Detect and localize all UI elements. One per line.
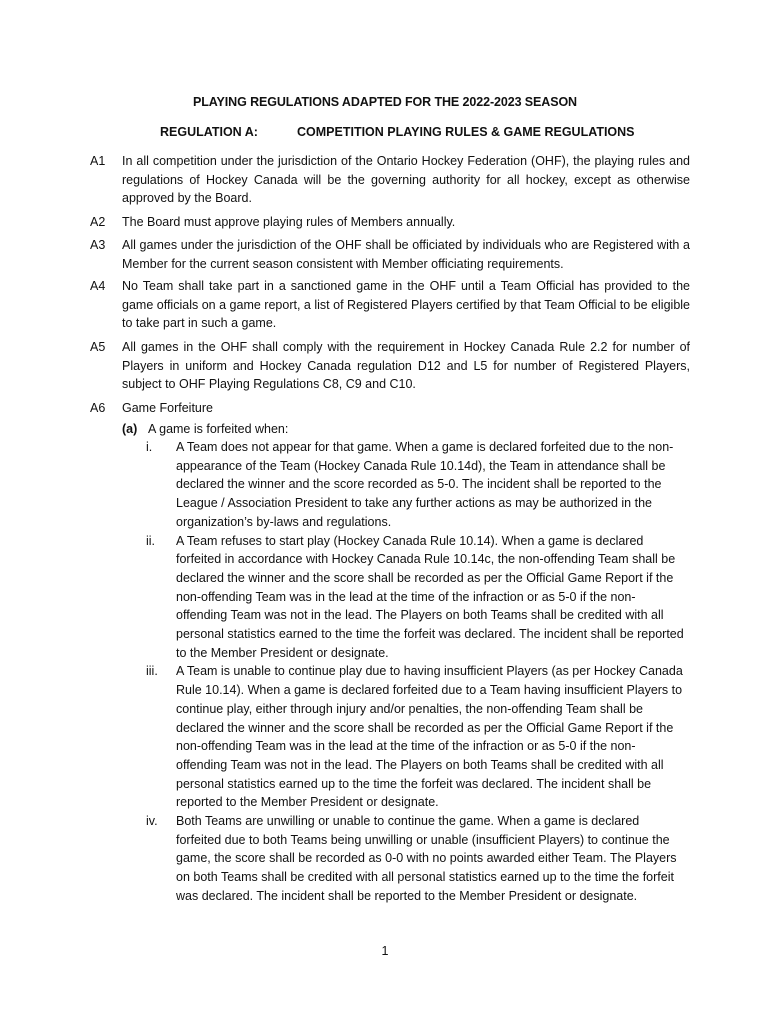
list-item (146, 532, 686, 663)
forfeit-conditions-list (146, 438, 686, 906)
regulation-heading (160, 125, 635, 139)
section-text: The Board must approve playing rules of Members annually. (122, 215, 456, 229)
list-item (146, 662, 686, 812)
section-text: Game Forfeiture (122, 401, 214, 415)
list-item-text: Both Teams are unwilling or unable to continue the game. When a game is declared forfeited due to both Teams being unwilling or unable (insufficient Players) to continue the game, the score shall be recorded as 0-0 with no points awarded either Team. The Players on both Teams shall be credited with all personal statistics earned up to the time the forfeit was declared. The incident shall be reported to the Member President or designate. (176, 814, 677, 903)
list-item (146, 438, 686, 532)
list-item-text: A Team does not appear for that game. When a game is declared forfeited due to the non-appearance of the Team (Hockey Canada Rule 10.14d), the Team in attendance shall be declared the winner and the score recorded as 5-0. The incident shall be reported to the League / Association President to take any further actions as may be authorized in the organization’s by-laws and regulations. (176, 440, 674, 529)
list-item (146, 812, 686, 906)
section-a3 (90, 236, 690, 273)
page-number: 1 (381, 944, 389, 958)
section-a4 (90, 277, 690, 333)
section-a5 (90, 338, 690, 394)
section-number: A4 (90, 279, 106, 293)
section-number: A5 (90, 340, 106, 354)
section-text: No Team shall take part in a sanctioned game in the OHF until a Team Official has provided to the game officials on a game report, a list of Registered Players certified by that Team Official to be eligible to take part in such a game. (122, 279, 690, 331)
regulation-label: REGULATION A: (160, 125, 258, 139)
section-number: A2 (90, 215, 106, 229)
list-item-marker: iv. (146, 814, 158, 829)
list-item-text: A Team is unable to continue play due to having insufficient Players (as per Hockey Canada Rule 10.14). When a game is declared forfeited due to a Team having insufficient Players to continue play, either through injury and/or penalties, the non-offending Team shall be declared the winner and the score shall be recorded as per the Official Game Report if the non-offending Team was in the lead at the time of the infraction or as 5-0 if the non-offending Team was not in the lead. The Players on both Teams shall be credited with all personal statistics earned up to the time the forfeit was declared. The incident shall be reported to the Member President or designate. (176, 664, 683, 810)
section-a6 (90, 399, 690, 418)
regulation-name: COMPETITION PLAYING RULES & GAME REGULATIONS (297, 125, 635, 139)
subsection-label: (a) (122, 422, 138, 436)
list-item-text: A Team refuses to start play (Hockey Canada Rule 10.14). When a game is declared forfeited in accordance with Hockey Canada Rule 10.14c, the non-offending Team shall be declared the winner and the score shall be recorded as per the Official Game Report if the non-offending Team was in the lead at the time of the infraction or as 5-0 if the non-offending Team was not in the lead. The Players on both Teams shall be credited with all personal statistics earned to the time the forfeit was declared. The incident shall be reported to the Member President or designate. (176, 533, 684, 660)
section-a2 (90, 213, 690, 232)
section-a1 (90, 152, 690, 208)
page-title: PLAYING REGULATIONS ADAPTED FOR THE 2022-2023 SEASON (192, 95, 577, 109)
section-number: A6 (90, 401, 106, 415)
subsection-a (122, 420, 682, 439)
section-text: All games in the OHF shall comply with the requirement in Hockey Canada Rule 2.2 for number of Players in uniform and Hockey Canada regulation D12 and L5 for number of Registered Players, subject to OHF Playing Regulations C8, C9 and C10. (122, 340, 690, 392)
list-item-marker: ii. (146, 533, 156, 548)
section-number: A1 (90, 154, 106, 168)
section-text: In all competition under the jurisdiction of the Ontario Hockey Federation (OHF), the playing rules and regulations of Hockey Canada will be the governing authority for all hockey, except as otherwise approved by the Board. (122, 154, 690, 206)
section-text: All games under the jurisdiction of the OHF shall be officiated by individuals who are Registered with a Member for the current season consistent with Member officiating requirements. (122, 238, 690, 271)
list-item-marker: iii. (146, 664, 158, 679)
section-number: A3 (90, 238, 106, 252)
list-item-marker: i. (146, 440, 153, 454)
subsection-text: A game is forfeited when: (148, 422, 289, 436)
